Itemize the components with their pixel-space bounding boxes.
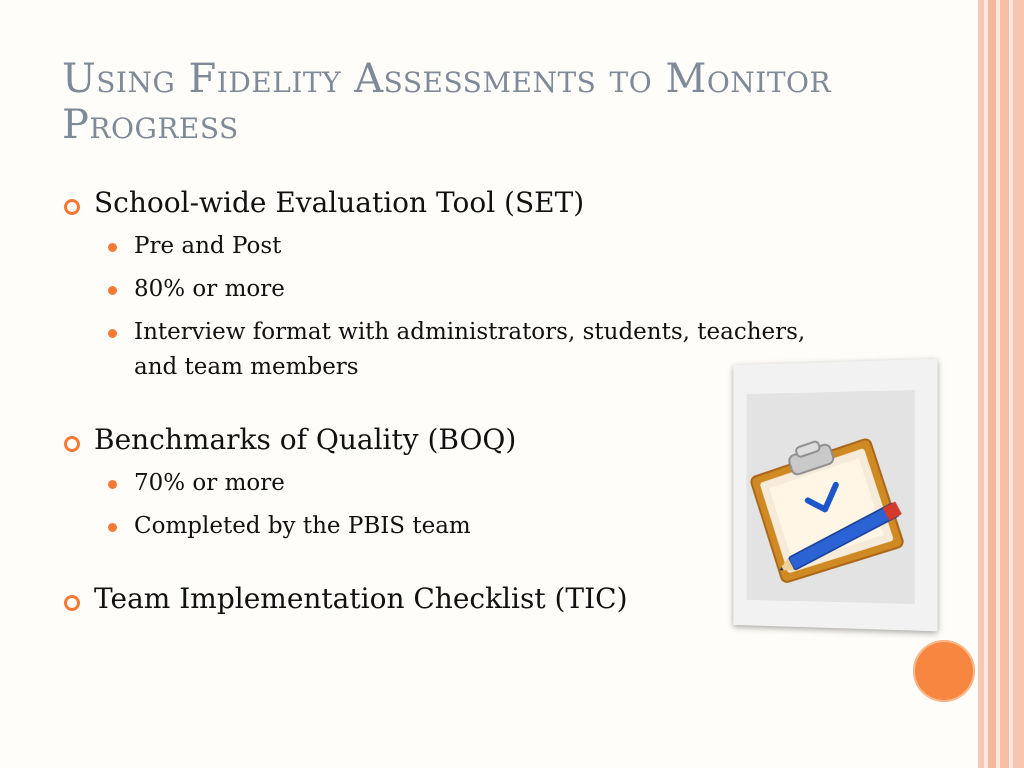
sub-bullet-text: Pre and Post <box>134 233 282 259</box>
clipboard-pencil-icon <box>733 359 937 632</box>
sub-bullet-text: 70% or more <box>134 470 285 496</box>
decorative-orange-circle <box>913 640 975 702</box>
bullet-ring-icon <box>64 595 80 611</box>
bullet-text: Benchmarks of Quality (BOQ) <box>94 423 517 456</box>
sub-bullet-item <box>94 509 842 544</box>
sub-bullet-text: Interview format with administrators, students, teachers, and team members <box>134 319 806 380</box>
bullet-item <box>62 582 842 616</box>
bullet-dot-icon <box>108 480 117 489</box>
bullet-ring-icon <box>64 199 80 215</box>
bullet-item <box>62 423 842 544</box>
sub-bullet-text: Completed by the PBIS team <box>134 513 471 539</box>
bullet-item <box>62 186 842 385</box>
bullet-dot-icon <box>108 243 117 252</box>
decorative-stripe <box>1013 0 1024 768</box>
sub-bullet-list <box>94 229 842 385</box>
sub-bullet-item <box>94 466 842 501</box>
sub-bullet-item <box>94 229 842 264</box>
decorative-stripe <box>988 0 996 768</box>
decorative-stripe <box>1000 0 1009 768</box>
bullet-dot-icon <box>108 329 117 338</box>
bullet-text: School-wide Evaluation Tool (SET) <box>94 186 585 219</box>
sub-bullet-text: 80% or more <box>134 276 285 302</box>
slide-title: Using Fidelity Assessments to Monitor Progress <box>62 56 832 148</box>
bullet-dot-icon <box>108 286 117 295</box>
bullet-text: Team Implementation Checklist (TIC) <box>94 582 628 615</box>
bullet-ring-icon <box>64 436 80 452</box>
sub-bullet-item <box>94 315 842 385</box>
bullet-list <box>62 186 842 616</box>
clipboard-picture-frame <box>733 359 937 632</box>
sub-bullet-item <box>94 272 842 307</box>
bullet-dot-icon <box>108 523 117 532</box>
sub-bullet-list <box>94 466 842 544</box>
